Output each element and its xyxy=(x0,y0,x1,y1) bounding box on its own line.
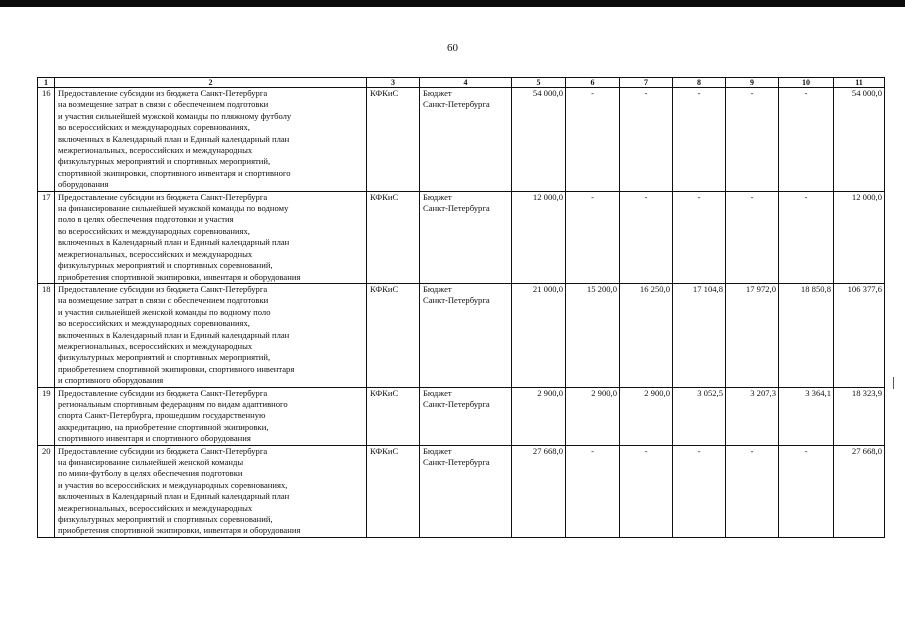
row-value: - xyxy=(673,191,726,283)
table-row xyxy=(38,445,885,537)
col-header: 1 xyxy=(38,78,55,88)
table-row xyxy=(38,387,885,445)
row-value: - xyxy=(673,88,726,192)
row-total: 12 000,0 xyxy=(834,191,885,283)
col-header: 7 xyxy=(620,78,673,88)
row-value: - xyxy=(779,191,834,283)
row-value: - xyxy=(566,191,620,283)
row-value: - xyxy=(566,445,620,537)
row-index: 16 xyxy=(38,88,55,192)
row-value: - xyxy=(620,191,673,283)
row-value: 3 052,5 xyxy=(673,387,726,445)
table-row xyxy=(38,283,885,387)
scan-mark xyxy=(893,377,894,389)
row-value: 27 668,0 xyxy=(512,445,566,537)
row-value: - xyxy=(673,445,726,537)
row-value: 17 104,8 xyxy=(673,283,726,387)
budget-table xyxy=(37,77,885,538)
row-total: 18 323,9 xyxy=(834,387,885,445)
row-index: 19 xyxy=(38,387,55,445)
col-header: 10 xyxy=(779,78,834,88)
row-value: - xyxy=(726,445,779,537)
table-row xyxy=(38,191,885,283)
row-value: 15 200,0 xyxy=(566,283,620,387)
row-source: Бюджет Санкт-Петербурга xyxy=(420,445,512,537)
col-header: 8 xyxy=(673,78,726,88)
row-value: 3 207,3 xyxy=(726,387,779,445)
row-value: 17 972,0 xyxy=(726,283,779,387)
row-value: - xyxy=(779,445,834,537)
row-description: Предоставление субсидии из бюджета Санкт-Петербурга на возмещение затрат в связи с обеспечением подготовки и участия сильнейшей женской команды по водному поло во всероссийских и международных соревнованиях, включенных в Календарный план и Единый календарный план межрегиональных, всероссийских и международных физкультурных мероприятий и спортивных мероприятий, приобретением спортивной экипировки, спортивного инвентаря и спортивного оборудования xyxy=(55,283,367,387)
row-value: 2 900,0 xyxy=(566,387,620,445)
row-value: 12 000,0 xyxy=(512,191,566,283)
table-row xyxy=(38,88,885,192)
row-executor: КФКиС xyxy=(367,445,420,537)
row-value: 2 900,0 xyxy=(512,387,566,445)
col-header: 5 xyxy=(512,78,566,88)
row-total: 54 000,0 xyxy=(834,88,885,192)
row-description: Предоставление субсидии из бюджета Санкт-Петербурга региональным спортивным федерациям по видам адаптивного спорта Санкт-Петербурга, прошедшим государственную аккредитацию, на приобретение спортивной экипировки, спортивного инвентаря и спортивного оборудования xyxy=(55,387,367,445)
row-executor: КФКиС xyxy=(367,387,420,445)
page-number: 60 xyxy=(447,42,458,54)
row-description: Предоставление субсидии из бюджета Санкт-Петербурга на финансирование сильнейшей женской команды по мини-футболу в целях обеспечения подготовки и участия во всероссийских и международных соревнованиях, включенных в Календарный план и Единый календарный план межрегиональных, всероссийских и международных физкультурных мероприятий и спортивных соревнований, приобретения спортивной экипировки, инвентаря и оборудования xyxy=(55,445,367,537)
row-value: 21 000,0 xyxy=(512,283,566,387)
row-source: Бюджет Санкт-Петербурга xyxy=(420,88,512,192)
row-value: 18 850,8 xyxy=(779,283,834,387)
row-total: 106 377,6 xyxy=(834,283,885,387)
row-executor: КФКиС xyxy=(367,88,420,192)
col-header: 2 xyxy=(55,78,367,88)
col-header: 6 xyxy=(566,78,620,88)
row-index: 18 xyxy=(38,283,55,387)
row-index: 20 xyxy=(38,445,55,537)
row-value: - xyxy=(566,88,620,192)
col-header: 3 xyxy=(367,78,420,88)
row-source: Бюджет Санкт-Петербурга xyxy=(420,387,512,445)
row-value: 2 900,0 xyxy=(620,387,673,445)
col-header: 9 xyxy=(726,78,779,88)
row-index: 17 xyxy=(38,191,55,283)
row-value: - xyxy=(620,445,673,537)
row-value: 54 000,0 xyxy=(512,88,566,192)
row-description: Предоставление субсидии из бюджета Санкт-Петербурга на возмещение затрат в связи с обеспечением подготовки и участия сильнейшей мужской команды по пляжному футболу во всероссийских и международных соревнованиях, включенных в Календарный план и Единый календарный план межрегиональных, всероссийских и международных физкультурных мероприятий и спортивных мероприятий, спортивной экипировки, спортивного инвентаря и спортивного оборудования xyxy=(55,88,367,192)
row-value: - xyxy=(620,88,673,192)
header-row xyxy=(38,78,885,88)
row-value: 16 250,0 xyxy=(620,283,673,387)
row-executor: КФКиС xyxy=(367,191,420,283)
row-value: - xyxy=(726,191,779,283)
row-total: 27 668,0 xyxy=(834,445,885,537)
row-source: Бюджет Санкт-Петербурга xyxy=(420,283,512,387)
row-description: Предоставление субсидии из бюджета Санкт-Петербурга на финансирование сильнейшей мужской команды по водному поло в целях обеспечения подготовки и участия во всероссийских и международных соревнованиях, включенных в Календарный план и Единый календарный план межрегиональных, всероссийских и международных физкультурных мероприятий и спортивных соревнований, приобретения спортивной экипировки, инвентаря и оборудования xyxy=(55,191,367,283)
scan-top-border xyxy=(0,0,905,7)
col-header: 11 xyxy=(834,78,885,88)
col-header: 4 xyxy=(420,78,512,88)
row-executor: КФКиС xyxy=(367,283,420,387)
row-value: - xyxy=(726,88,779,192)
row-value: 3 364,1 xyxy=(779,387,834,445)
row-value: - xyxy=(779,88,834,192)
row-source: Бюджет Санкт-Петербурга xyxy=(420,191,512,283)
